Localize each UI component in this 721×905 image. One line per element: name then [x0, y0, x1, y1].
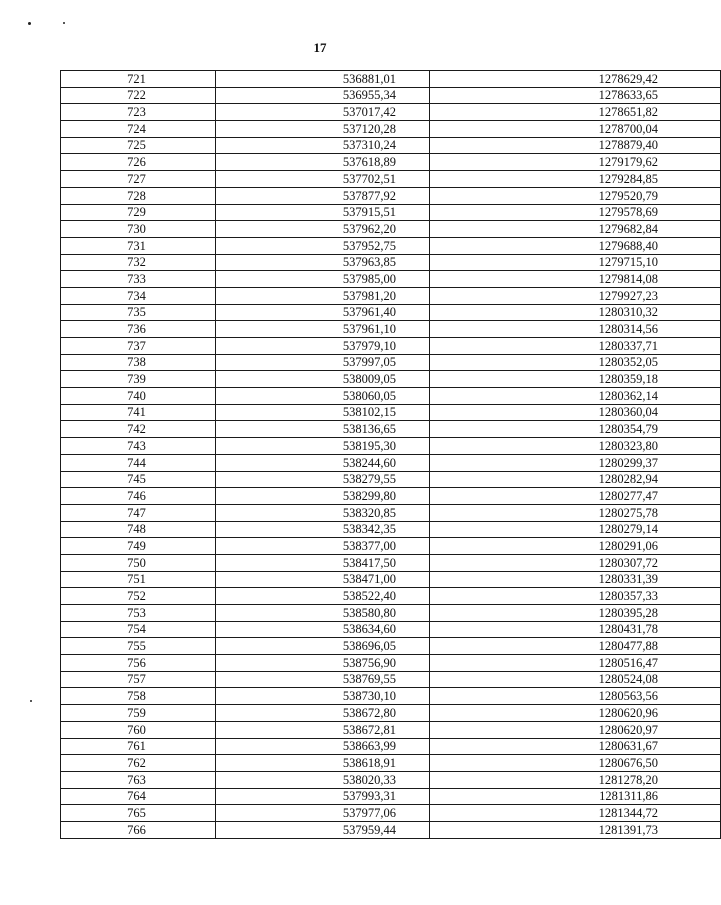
- table-row: [61, 104, 721, 121]
- table-row: [61, 588, 721, 605]
- x-coordinate-cell: 537979,10: [216, 338, 430, 355]
- y-coordinate-cell: 1280676,50: [430, 755, 721, 772]
- table-row: [61, 304, 721, 321]
- table-row: [61, 71, 721, 88]
- table-row: [61, 738, 721, 755]
- table-row: [61, 271, 721, 288]
- point-number-cell: 721: [61, 71, 216, 88]
- y-coordinate-cell: 1280431,78: [430, 621, 721, 638]
- point-number-cell: 746: [61, 488, 216, 505]
- table-row: [61, 621, 721, 638]
- y-coordinate-cell: 1279814,08: [430, 271, 721, 288]
- x-coordinate-cell: 538417,50: [216, 554, 430, 571]
- x-coordinate-cell: 537961,10: [216, 321, 430, 338]
- point-number-cell: 731: [61, 237, 216, 254]
- x-coordinate-cell: 538299,80: [216, 488, 430, 505]
- table-row: [61, 204, 721, 221]
- point-number-cell: 763: [61, 771, 216, 788]
- x-coordinate-cell: 537702,51: [216, 171, 430, 188]
- table-row: [61, 237, 721, 254]
- point-number-cell: 756: [61, 655, 216, 672]
- y-coordinate-cell: 1281278,20: [430, 771, 721, 788]
- y-coordinate-cell: 1281344,72: [430, 805, 721, 822]
- y-coordinate-cell: 1279688,40: [430, 237, 721, 254]
- x-coordinate-cell: 537915,51: [216, 204, 430, 221]
- y-coordinate-cell: 1281391,73: [430, 821, 721, 838]
- point-number-cell: 750: [61, 554, 216, 571]
- y-coordinate-cell: 1280516,47: [430, 655, 721, 672]
- point-number-cell: 739: [61, 371, 216, 388]
- table-row: [61, 671, 721, 688]
- point-number-cell: 749: [61, 538, 216, 555]
- x-coordinate-cell: 537977,06: [216, 805, 430, 822]
- point-number-cell: 755: [61, 638, 216, 655]
- table-row: [61, 354, 721, 371]
- table-row: [61, 655, 721, 672]
- y-coordinate-cell: 1279520,79: [430, 187, 721, 204]
- y-coordinate-cell: 1278879,40: [430, 137, 721, 154]
- y-coordinate-cell: 1278700,04: [430, 121, 721, 138]
- x-coordinate-cell: 537618,89: [216, 154, 430, 171]
- scan-speck: [28, 22, 31, 25]
- scan-speck: [30, 700, 32, 702]
- y-coordinate-cell: 1280331,39: [430, 571, 721, 588]
- x-coordinate-cell: 537962,20: [216, 221, 430, 238]
- x-coordinate-cell: 538102,15: [216, 404, 430, 421]
- table-row: [61, 755, 721, 772]
- table-row: [61, 404, 721, 421]
- y-coordinate-cell: 1280620,96: [430, 705, 721, 722]
- y-coordinate-cell: 1280477,88: [430, 638, 721, 655]
- x-coordinate-cell: 538580,80: [216, 605, 430, 622]
- point-number-cell: 738: [61, 354, 216, 371]
- y-coordinate-cell: 1280310,32: [430, 304, 721, 321]
- point-number-cell: 726: [61, 154, 216, 171]
- table-row: [61, 388, 721, 405]
- table-row: [61, 554, 721, 571]
- x-coordinate-cell: 538696,05: [216, 638, 430, 655]
- y-coordinate-cell: 1279284,85: [430, 171, 721, 188]
- table-row: [61, 154, 721, 171]
- point-number-cell: 748: [61, 521, 216, 538]
- y-coordinate-cell: 1278633,65: [430, 87, 721, 104]
- point-number-cell: 760: [61, 721, 216, 738]
- x-coordinate-cell: 537017,42: [216, 104, 430, 121]
- table-row: [61, 287, 721, 304]
- x-coordinate-cell: 536881,01: [216, 71, 430, 88]
- point-number-cell: 724: [61, 121, 216, 138]
- y-coordinate-cell: 1280352,05: [430, 354, 721, 371]
- table-row: [61, 504, 721, 521]
- point-number-cell: 723: [61, 104, 216, 121]
- x-coordinate-cell: 538672,81: [216, 721, 430, 738]
- table-row: [61, 171, 721, 188]
- y-coordinate-cell: 1280362,14: [430, 388, 721, 405]
- y-coordinate-cell: 1280299,37: [430, 454, 721, 471]
- table-row: [61, 421, 721, 438]
- y-coordinate-cell: 1280620,97: [430, 721, 721, 738]
- point-number-cell: 727: [61, 171, 216, 188]
- point-number-cell: 732: [61, 254, 216, 271]
- coordinates-table-body: [61, 71, 721, 839]
- table-row: [61, 821, 721, 838]
- x-coordinate-cell: 536955,34: [216, 87, 430, 104]
- x-coordinate-cell: 538244,60: [216, 454, 430, 471]
- table-row: [61, 137, 721, 154]
- x-coordinate-cell: 537985,00: [216, 271, 430, 288]
- y-coordinate-cell: 1280359,18: [430, 371, 721, 388]
- point-number-cell: 736: [61, 321, 216, 338]
- table-row: [61, 638, 721, 655]
- x-coordinate-cell: 538279,55: [216, 471, 430, 488]
- y-coordinate-cell: 1280279,14: [430, 521, 721, 538]
- x-coordinate-cell: 537959,44: [216, 821, 430, 838]
- x-coordinate-cell: 537963,85: [216, 254, 430, 271]
- table-row: [61, 254, 721, 271]
- point-number-cell: 747: [61, 504, 216, 521]
- y-coordinate-cell: 1279682,84: [430, 221, 721, 238]
- x-coordinate-cell: 538009,05: [216, 371, 430, 388]
- x-coordinate-cell: 537877,92: [216, 187, 430, 204]
- x-coordinate-cell: 538020,33: [216, 771, 430, 788]
- y-coordinate-cell: 1280277,47: [430, 488, 721, 505]
- x-coordinate-cell: 537120,28: [216, 121, 430, 138]
- point-number-cell: 735: [61, 304, 216, 321]
- y-coordinate-cell: 1280631,67: [430, 738, 721, 755]
- point-number-cell: 737: [61, 338, 216, 355]
- table-row: [61, 488, 721, 505]
- y-coordinate-cell: 1279715,10: [430, 254, 721, 271]
- table-row: [61, 788, 721, 805]
- x-coordinate-cell: 537961,40: [216, 304, 430, 321]
- scan-speck: [63, 22, 65, 24]
- table-row: [61, 688, 721, 705]
- x-coordinate-cell: 538320,85: [216, 504, 430, 521]
- x-coordinate-cell: 537997,05: [216, 354, 430, 371]
- table-row: [61, 221, 721, 238]
- x-coordinate-cell: 538522,40: [216, 588, 430, 605]
- y-coordinate-cell: 1278629,42: [430, 71, 721, 88]
- point-number-cell: 765: [61, 805, 216, 822]
- y-coordinate-cell: 1280291,06: [430, 538, 721, 555]
- x-coordinate-cell: 538756,90: [216, 655, 430, 672]
- point-number-cell: 740: [61, 388, 216, 405]
- point-number-cell: 754: [61, 621, 216, 638]
- x-coordinate-cell: 538730,10: [216, 688, 430, 705]
- x-coordinate-cell: 538672,80: [216, 705, 430, 722]
- y-coordinate-cell: 1279179,62: [430, 154, 721, 171]
- point-number-cell: 745: [61, 471, 216, 488]
- y-coordinate-cell: 1279927,23: [430, 287, 721, 304]
- point-number-cell: 734: [61, 287, 216, 304]
- point-number-cell: 757: [61, 671, 216, 688]
- table-row: [61, 121, 721, 138]
- y-coordinate-cell: 1280354,79: [430, 421, 721, 438]
- table-row: [61, 454, 721, 471]
- table-row: [61, 338, 721, 355]
- table-row: [61, 571, 721, 588]
- point-number-cell: 762: [61, 755, 216, 772]
- coordinates-table: [60, 70, 721, 839]
- y-coordinate-cell: 1280282,94: [430, 471, 721, 488]
- point-number-cell: 728: [61, 187, 216, 204]
- table-row: [61, 187, 721, 204]
- y-coordinate-cell: 1279578,69: [430, 204, 721, 221]
- x-coordinate-cell: 538471,00: [216, 571, 430, 588]
- point-number-cell: 752: [61, 588, 216, 605]
- y-coordinate-cell: 1280360,04: [430, 404, 721, 421]
- y-coordinate-cell: 1280314,56: [430, 321, 721, 338]
- y-coordinate-cell: 1280563,56: [430, 688, 721, 705]
- point-number-cell: 741: [61, 404, 216, 421]
- x-coordinate-cell: 538377,00: [216, 538, 430, 555]
- table-row: [61, 371, 721, 388]
- point-number-cell: 753: [61, 605, 216, 622]
- table-row: [61, 805, 721, 822]
- point-number-cell: 759: [61, 705, 216, 722]
- x-coordinate-cell: 538060,05: [216, 388, 430, 405]
- x-coordinate-cell: 538663,99: [216, 738, 430, 755]
- point-number-cell: 761: [61, 738, 216, 755]
- point-number-cell: 766: [61, 821, 216, 838]
- x-coordinate-cell: 538136,65: [216, 421, 430, 438]
- x-coordinate-cell: 537310,24: [216, 137, 430, 154]
- x-coordinate-cell: 538634,60: [216, 621, 430, 638]
- table-row: [61, 321, 721, 338]
- table-row: [61, 438, 721, 455]
- coordinates-table-wrapper: [60, 70, 658, 839]
- page-number: 17: [313, 40, 327, 55]
- table-row: [61, 471, 721, 488]
- table-row: [61, 705, 721, 722]
- y-coordinate-cell: 1280524,08: [430, 671, 721, 688]
- y-coordinate-cell: 1278651,82: [430, 104, 721, 121]
- y-coordinate-cell: 1280323,80: [430, 438, 721, 455]
- y-coordinate-cell: 1280337,71: [430, 338, 721, 355]
- y-coordinate-cell: 1280395,28: [430, 605, 721, 622]
- table-row: [61, 521, 721, 538]
- y-coordinate-cell: 1280357,33: [430, 588, 721, 605]
- x-coordinate-cell: 538342,35: [216, 521, 430, 538]
- point-number-cell: 730: [61, 221, 216, 238]
- y-coordinate-cell: 1281311,86: [430, 788, 721, 805]
- table-row: [61, 605, 721, 622]
- y-coordinate-cell: 1280307,72: [430, 554, 721, 571]
- x-coordinate-cell: 538195,30: [216, 438, 430, 455]
- point-number-cell: 764: [61, 788, 216, 805]
- table-row: [61, 538, 721, 555]
- point-number-cell: 733: [61, 271, 216, 288]
- x-coordinate-cell: 537981,20: [216, 287, 430, 304]
- y-coordinate-cell: 1280275,78: [430, 504, 721, 521]
- x-coordinate-cell: 537952,75: [216, 237, 430, 254]
- point-number-cell: 758: [61, 688, 216, 705]
- x-coordinate-cell: 538618,91: [216, 755, 430, 772]
- point-number-cell: 722: [61, 87, 216, 104]
- point-number-cell: 744: [61, 454, 216, 471]
- table-row: [61, 771, 721, 788]
- point-number-cell: 751: [61, 571, 216, 588]
- table-row: [61, 87, 721, 104]
- table-row: [61, 721, 721, 738]
- point-number-cell: 743: [61, 438, 216, 455]
- point-number-cell: 725: [61, 137, 216, 154]
- x-coordinate-cell: 538769,55: [216, 671, 430, 688]
- x-coordinate-cell: 537993,31: [216, 788, 430, 805]
- point-number-cell: 742: [61, 421, 216, 438]
- point-number-cell: 729: [61, 204, 216, 221]
